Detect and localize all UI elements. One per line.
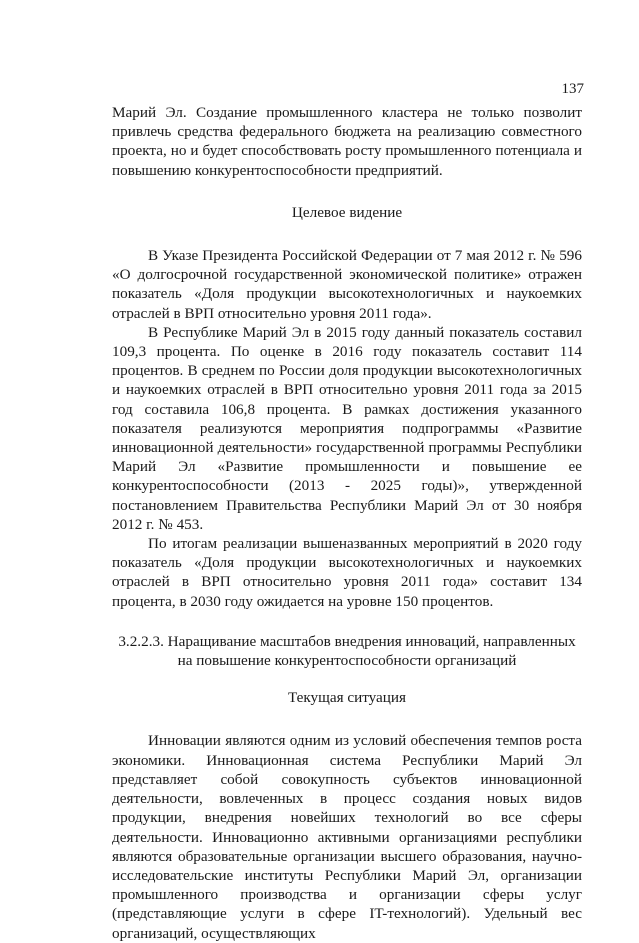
subsection-heading-line: 3.2.2.3. Наращивание масштабов внедрения инноваций, направленных xyxy=(118,632,576,650)
subsection-heading-line: на повышение конкурентоспособности организаций xyxy=(177,652,517,670)
paragraph: Инновации являются одним из условий обеспечения темпов роста экономики. Инновационная система Республики Марий Эл представляет собой совокупность субъектов инновационной деятельности, вовлеченных в процесс создания новых видов продукции, внедрения новейших технологий во все сферы деятельности. Инновационно активными организациями республики являются образовательные организации высшего образования, научно-исследовательские институты Республики Марий Эл, организации промышленного производства и организации сферы услуг (представляющие услуги в сфере IT-технологий). Удельный вес организаций, осуществляющих xyxy=(112,732,582,942)
section-heading-target-vision: Целевое видение xyxy=(291,203,403,221)
document-body xyxy=(112,103,582,943)
paragraph: По итогам реализации вышеназванных мероприятий в 2020 году показатель «Доля продукции высокотехнологичных и наукоемких отраслей в ВРП относительно уровня 2011 года» составит 134 процента, в 2030 году ожидается на уровне 150 процентов. xyxy=(112,535,582,610)
subsection-heading xyxy=(112,632,582,670)
paragraph: В Республике Марий Эл в 2015 году данный показатель составил 109,3 процента. По оценке в 2016 году показатель составит 114 процентов. В среднем по России доля продукции высокотехнологичных и наукоемких отраслей в ВРП относительно уровня 2011 года за 2015 год составила 106,8 процента. В рамках достижения указанного показателя реализуются мероприятия подпрограммы «Развитие инновационной деятельности» государственной программы Республики Марий Эл «Развитие промышленности и повышение ее конкурентоспособности (2013 - 2025 годы)», утвержденной постановлением Правительства Республики Марий Эл от 30 ноября 2012 г. № 453. xyxy=(112,323,582,533)
paragraph: В Указе Президента Российской Федерации от 7 мая 2012 г. № 596 «О долгосрочной государственной экономической политике» отражен показатель «Доля продукции высокотехнологичных и наукоемких отраслей в ВРП относительно уровня 2011 года». xyxy=(112,247,582,322)
intro-paragraph: Марий Эл. Создание промышленного кластера не только позволит привлечь средства федерального бюджета на реализацию совместного проекта, но и будет способствовать росту промышленного потенциала и повышению конкурентоспособности предприятий. xyxy=(112,104,582,179)
section-heading-current-situation: Текущая ситуация xyxy=(287,689,407,707)
page-number: 137 xyxy=(561,81,584,97)
